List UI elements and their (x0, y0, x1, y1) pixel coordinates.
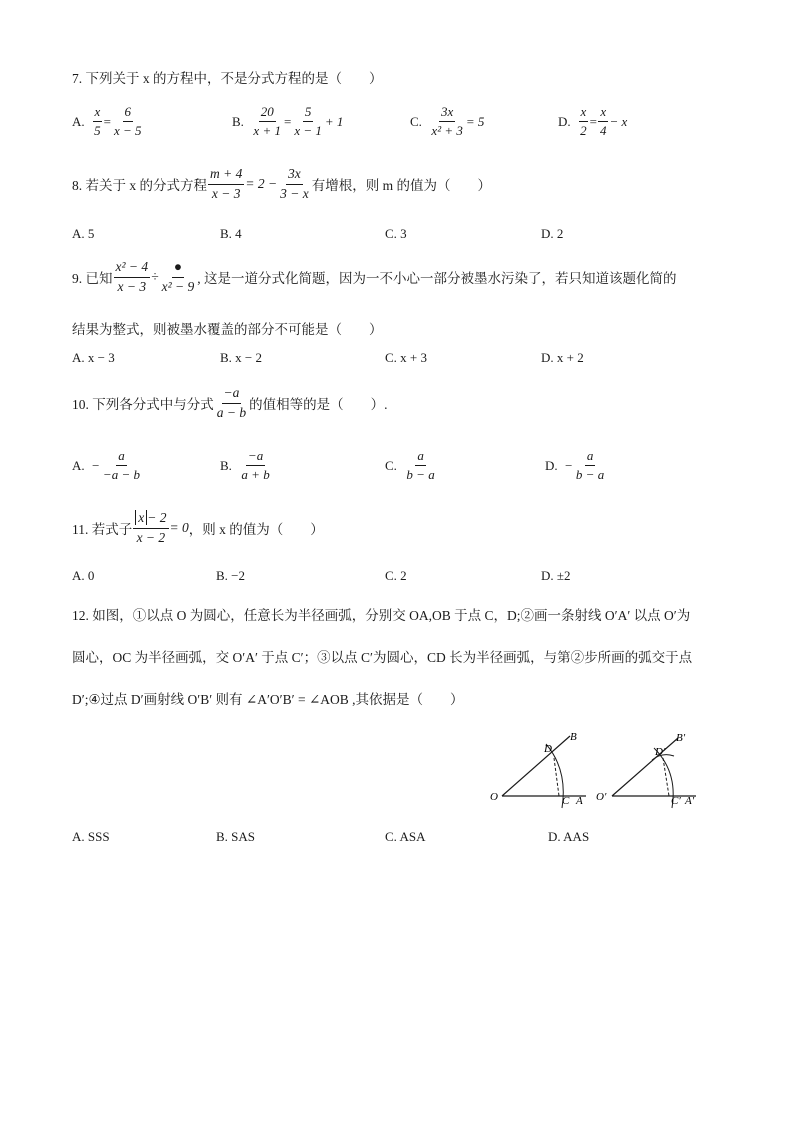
expression-tail: − x (609, 113, 628, 129)
fraction-denominator: b − a (406, 467, 435, 483)
stem-text: 9. 已知 (72, 271, 113, 287)
question-11-option-d: D. ±2 (541, 568, 571, 583)
question-12-option-c: C. ASA (385, 829, 426, 844)
question-8-option-a: A. 5 (72, 226, 95, 241)
fraction-numerator: −a (222, 385, 242, 404)
sign: − (564, 457, 573, 473)
label-right-1: C′ (671, 795, 681, 807)
question-9-option-c: C. x + 3 (385, 350, 428, 365)
label-left-0: O (490, 791, 498, 803)
question-12-option-a: A. SSS (72, 829, 110, 844)
fraction-numerator: −a (246, 448, 265, 466)
question-7-option-a (72, 104, 145, 140)
question-11-option-b: B. −2 (216, 568, 246, 583)
question-12-stem-line1: 12. 如图，①以点 O 为圆心，任意长为半径画弧，分别交 OA,OB 于点 C，D;②画一条射线 O′A′ 以点 O′为 (72, 608, 691, 623)
option-label: C. (385, 457, 397, 473)
question-10-option-d (545, 448, 607, 484)
fraction-denominator: 2 (580, 123, 587, 139)
question-11-option-c: C. 2 (385, 568, 407, 583)
stem-text: , 这是一道分式化简题，因为一不小心一部分被墨水污染了，若只知道该题化简的 (197, 271, 677, 287)
question-9-stem (72, 259, 676, 296)
question-12-option-d: D. AAS (548, 829, 590, 844)
fraction-denominator: x − 3 (211, 185, 241, 201)
expression-tail: + 1 (324, 113, 344, 129)
fraction-denominator: x² − 9 (161, 278, 195, 294)
question-12-option-b: B. SAS (216, 829, 256, 844)
question-7-option-d (558, 104, 627, 140)
option-label: B. (220, 457, 232, 473)
question-10-option-a (72, 448, 143, 484)
question-7-option-c (410, 104, 484, 140)
question-9-option-d: D. x + 2 (541, 350, 584, 365)
fraction-denominator: 4 (599, 123, 607, 139)
stem-text: 11. 若式子 (72, 522, 133, 538)
option-label: A. (72, 457, 85, 473)
ray-ob (502, 736, 570, 796)
question-11-stem (72, 510, 324, 547)
stem-text: 的值相等的是（ ）. (249, 397, 388, 413)
equals-sign: = (103, 113, 111, 129)
label-left-1: C (562, 795, 570, 807)
numerator-tail: − 2 (147, 510, 167, 525)
fraction-denominator: −a − b (102, 467, 140, 483)
question-11-option-a: A. 0 (72, 568, 95, 583)
fraction-numerator: 3x (286, 166, 303, 185)
expression-tail: = 5 (465, 113, 485, 129)
fraction-numerator: x (93, 104, 103, 122)
question-7-option-b (232, 104, 343, 140)
label-left-2: A (576, 795, 583, 807)
question-9-option-a: A. x − 3 (72, 350, 115, 365)
sign: − (91, 457, 100, 473)
fraction-denominator: x² + 3 (431, 123, 463, 139)
option-label: A. (72, 113, 85, 129)
fraction-numerator: 3x (439, 104, 455, 122)
fraction-denominator: x − 5 (113, 123, 142, 139)
fraction-numerator: 20 (259, 104, 276, 122)
question-7-stem: 7. 下列关于 x 的方程中，不是分式方程的是（ ） (72, 71, 383, 86)
equation-tail: = 0 (169, 520, 189, 536)
equals-sign: = (589, 113, 597, 129)
question-8-option-d: D. 2 (541, 226, 564, 241)
option-label: D. (558, 113, 571, 129)
fraction-denominator: 3 − x (280, 185, 309, 201)
question-10-option-c (385, 448, 438, 484)
ray-o-prime-b-prime (612, 738, 678, 796)
fraction-denominator: x − 3 (117, 278, 147, 294)
fraction-numerator: x (598, 104, 608, 122)
fraction-denominator: b − a (575, 467, 605, 483)
fraction-denominator: x − 2 (136, 529, 166, 545)
fraction-numerator: m + 4 (208, 166, 244, 185)
fraction-denominator: x − 1 (294, 123, 322, 139)
original-angle-figure (490, 731, 586, 808)
stem-text: 8. 若关于 x 的分式方程 (72, 178, 207, 194)
question-9-stem-line2: 结果为整式，则被墨水覆盖的部分不可能是（ ） (72, 322, 383, 337)
question-9-option-b: B. x − 2 (220, 350, 263, 365)
angle-construction-figure (486, 726, 716, 816)
divide-sign: ÷ (151, 269, 159, 285)
label-left-3: D (544, 743, 552, 755)
label-right-4: B′ (676, 732, 686, 744)
fraction-numerator: a (116, 448, 127, 466)
fraction-denominator: 5 (94, 123, 101, 139)
fraction-numerator: x² − 4 (114, 259, 151, 278)
fraction-numerator: x (579, 104, 589, 122)
equals-sign: = (283, 113, 292, 129)
fraction-denominator: a + b (241, 467, 270, 483)
fraction-numerator: a (585, 448, 596, 466)
label-right-0: O′ (596, 791, 607, 803)
fraction-denominator: a − b (216, 404, 247, 420)
fraction-denominator: x + 1 (253, 123, 281, 139)
question-8-option-c: C. 3 (385, 226, 407, 241)
option-label: C. (410, 113, 422, 129)
option-label: D. (545, 457, 558, 473)
label-right-3: D′ (655, 746, 666, 758)
label-right-2: A′ (685, 795, 695, 807)
question-8-stem (72, 166, 491, 203)
option-label: B. (232, 113, 244, 129)
fraction-numerator: 5 (303, 104, 314, 122)
fraction-numerator: a (415, 448, 426, 466)
question-10-stem (72, 385, 388, 422)
stem-text: 10. 下列各分式中与分式 (72, 397, 214, 413)
stem-text: 有增根，则 m 的值为（ ） (311, 178, 491, 194)
stem-text: ，则 x 的值为（ ） (188, 522, 324, 538)
absolute-value: x (135, 510, 147, 525)
question-8-option-b: B. 4 (220, 226, 242, 241)
question-12-stem-line3: D′;④过点 D′画射线 O′B′ 则有 ∠A′O′B′ = ∠AOB ,其依据是（ ） (72, 692, 464, 707)
label-left-4: B (570, 731, 577, 743)
copied-angle-figure (596, 732, 696, 808)
fraction-numerator: 6 (123, 104, 134, 122)
ink-blot-icon: ● (172, 259, 184, 278)
question-10-option-b (220, 448, 273, 484)
question-12-stem-line2: 圆心，OC 为半径画弧，交 O′A′ 于点 C′；③以点 C′为圆心，CD 长为半径画弧，与第②步所画的弧交于点 (72, 650, 693, 665)
equation-middle: = 2 − (245, 176, 278, 192)
